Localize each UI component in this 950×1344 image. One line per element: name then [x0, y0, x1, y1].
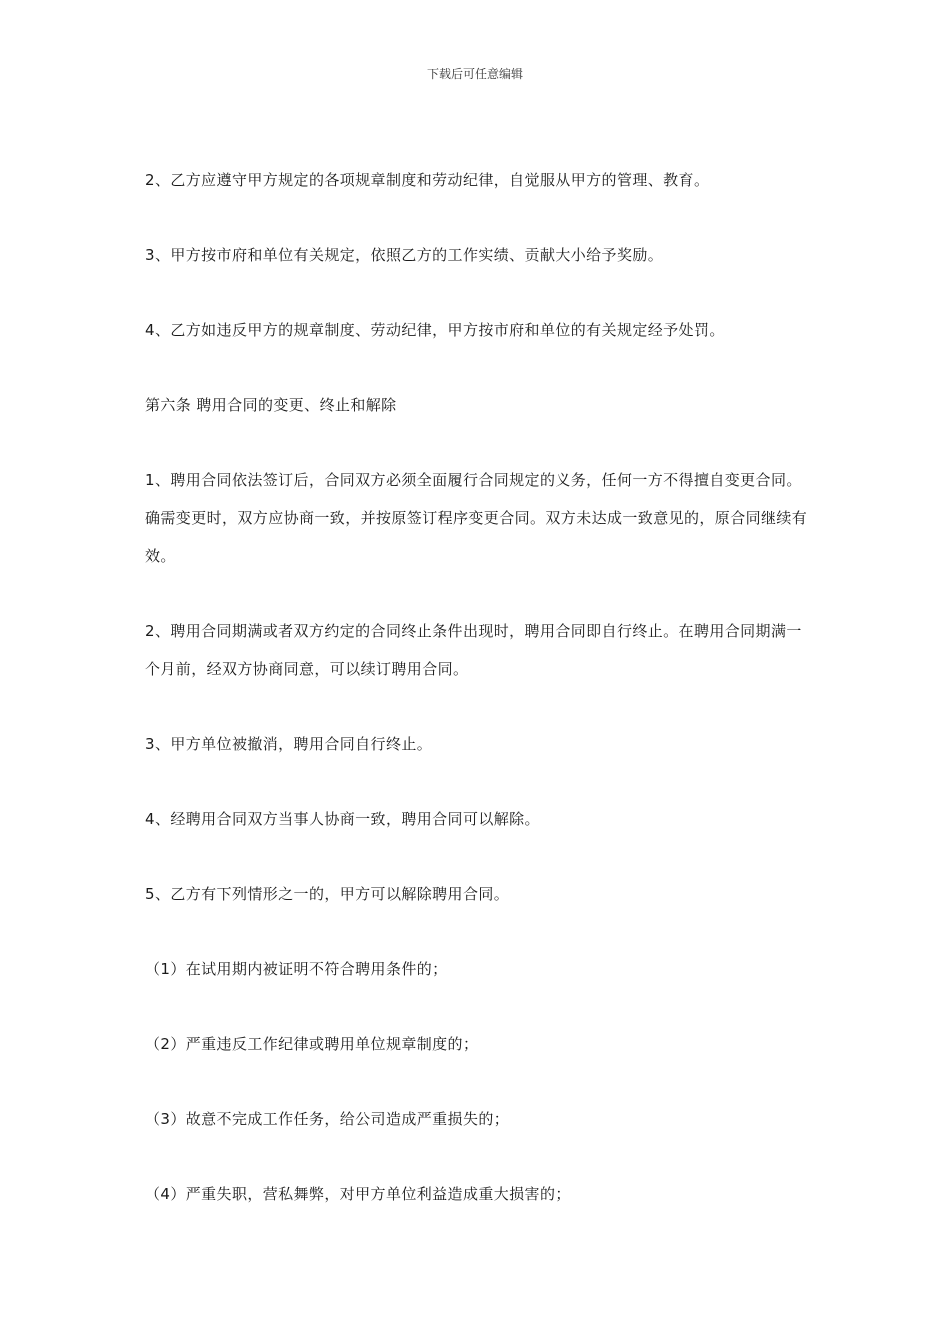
- sub-item-3: （3）故意不完成工作任务，给公司造成严重损失的；: [145, 1110, 510, 1128]
- article-6-heading: 第六条 聘用合同的变更、终止和解除: [145, 396, 397, 414]
- clause-item-3: 3、甲方按市府和单位有关规定，依照乙方的工作实绩、贡献大小给予奖励。: [145, 246, 664, 264]
- sub-item-2: （2）严重违反工作纪律或聘用单位规章制度的；: [145, 1035, 479, 1053]
- article-6-item-1: 1、聘用合同依法签订后，合同双方必须全面履行合同规定的义务，任何一方不得擅自变更合同。确需变更时，双方应协商一致，并按原签订程序变更合同。双方未达成一致意见的，原合同继续有效。: [145, 471, 808, 565]
- sub-item-1: （1）在试用期内被证明不符合聘用条件的；: [145, 960, 448, 978]
- clause-item-2: 2、乙方应遵守甲方规定的各项规章制度和劳动纪律，自觉服从甲方的管理、教育。: [145, 171, 710, 189]
- document-body: [145, 161, 810, 1213]
- sub-item-4: （4）严重失职，营私舞弊，对甲方单位利益造成重大损害的；: [145, 1185, 571, 1203]
- article-6-item-2: 2、聘用合同期满或者双方约定的合同终止条件出现时，聘用合同即自行终止。在聘用合同期满一个月前，经双方协商同意，可以续订聘用合同。: [145, 622, 802, 678]
- clause-item-4: 4、乙方如违反甲方的规章制度、劳动纪律，甲方按市府和单位的有关规定经予处罚。: [145, 321, 725, 339]
- article-6-item-3: 3、甲方单位被撤消，聘用合同自行终止。: [145, 735, 433, 753]
- article-6-item-4: 4、经聘用合同双方当事人协商一致，聘用合同可以解除。: [145, 810, 540, 828]
- article-6-item-5: 5、乙方有下列情形之一的，甲方可以解除聘用合同。: [145, 885, 510, 903]
- page-header-note: 下载后可任意编辑: [426, 67, 523, 81]
